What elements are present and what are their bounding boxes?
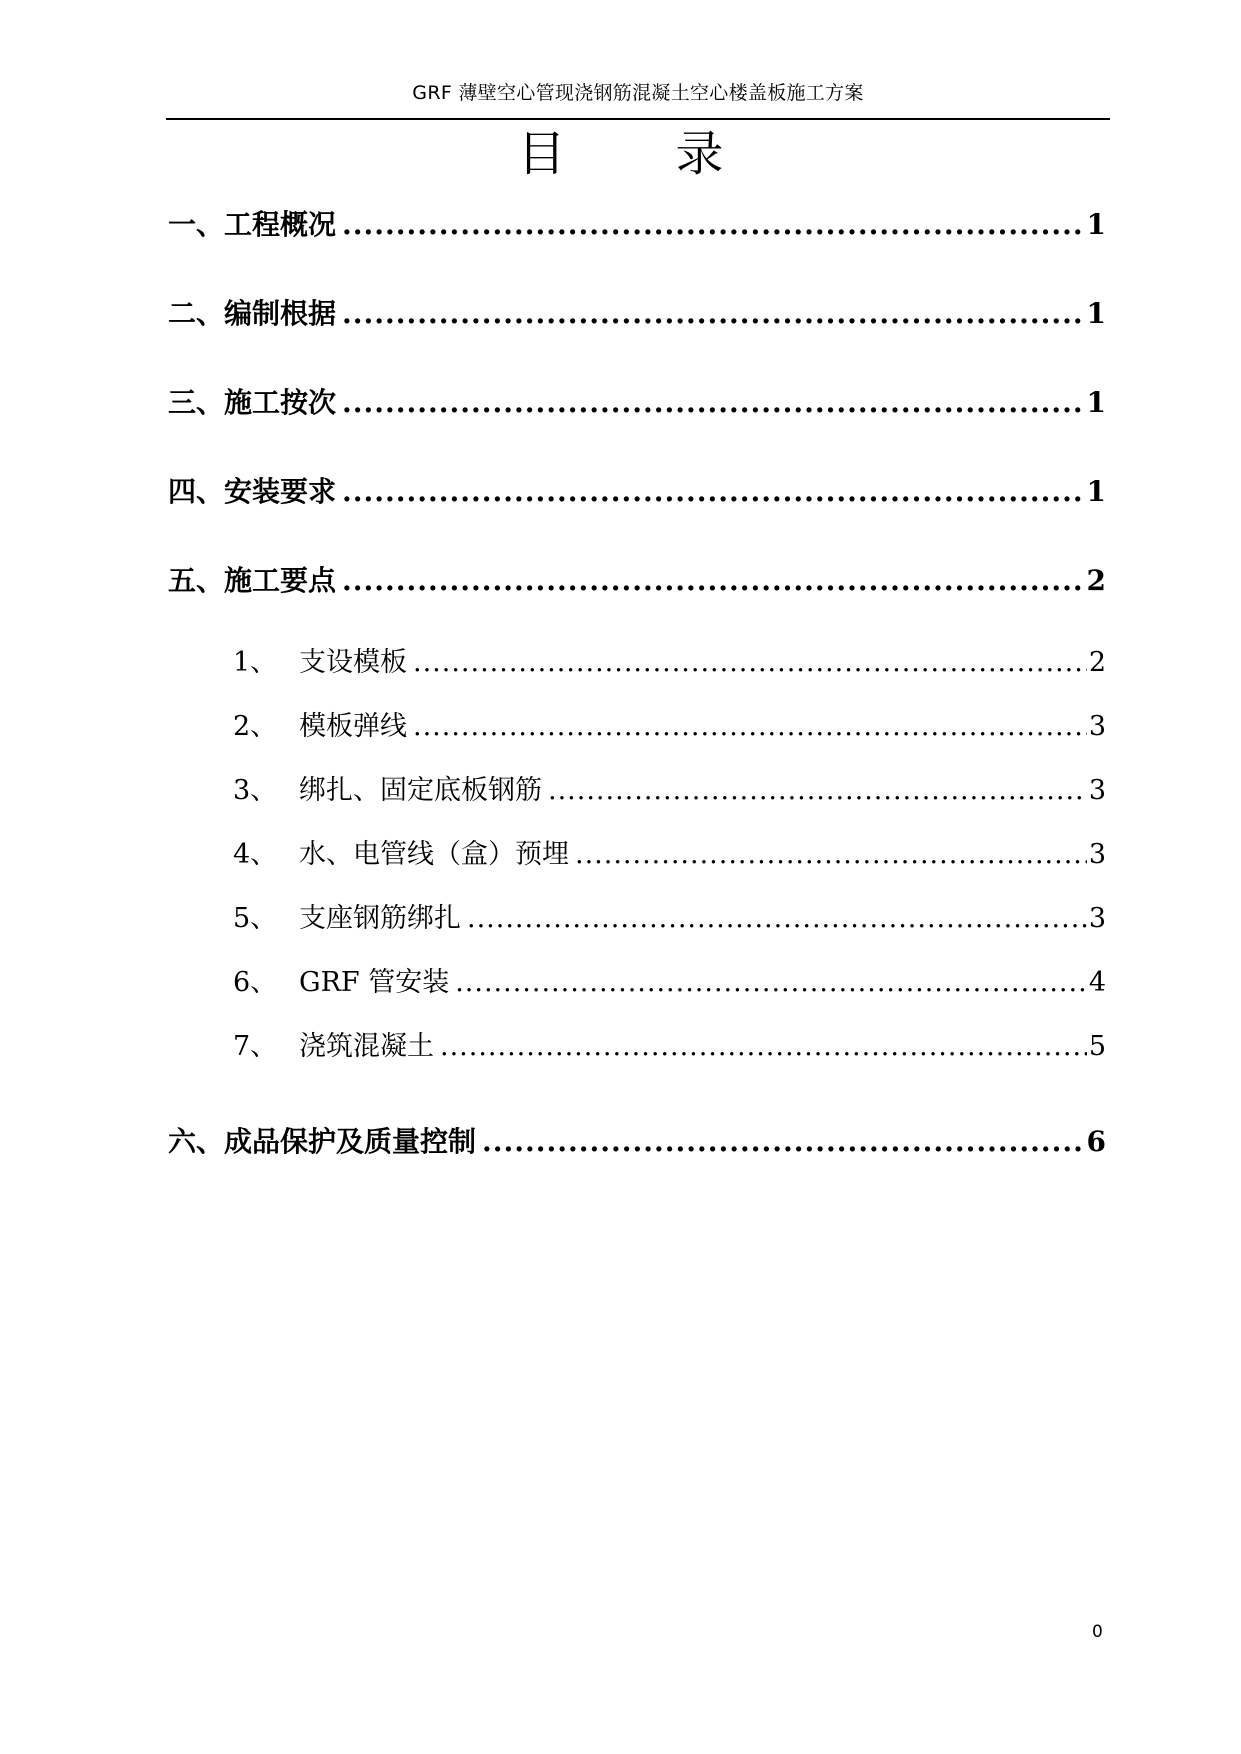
- toc-entry-label: 一、工程概况: [168, 208, 337, 241]
- subentry-number: 5、: [233, 903, 278, 934]
- page-number: 0: [1092, 1622, 1103, 1642]
- dot-leader: [342, 205, 1085, 245]
- title-char-2: 录: [675, 126, 724, 182]
- running-header: GRF 薄壁空心管现浇钢筋混凝土空心楼盖板施工方案: [412, 82, 864, 104]
- toc-entry-label: 二、编制根据: [168, 297, 337, 330]
- toc-entry-label: 五、施工要点: [168, 564, 337, 597]
- subentry-label: 模板弹线: [299, 711, 407, 742]
- dot-leader: [548, 771, 1087, 811]
- toc-subentry-2[interactable]: [233, 707, 1106, 747]
- toc-subentry-5[interactable]: [233, 899, 1106, 939]
- toc-subentry-4[interactable]: [233, 835, 1106, 875]
- dot-leader: [467, 899, 1087, 939]
- dot-leader: [413, 707, 1087, 747]
- subentry-page: 3: [1088, 903, 1106, 934]
- toc-subentry-6[interactable]: [233, 963, 1106, 1003]
- dot-leader: [342, 561, 1085, 601]
- subentry-number: 2、: [233, 711, 278, 742]
- subentry-label: 浇筑混凝土: [299, 1031, 434, 1062]
- toc-entry-label: 四、安装要求: [168, 475, 337, 508]
- subentry-number: 7、: [233, 1031, 278, 1062]
- toc-subentry-1[interactable]: [233, 643, 1106, 683]
- toc-subentry-7[interactable]: [233, 1027, 1106, 1067]
- subentry-page: 4: [1088, 967, 1106, 998]
- toc-subentry-3[interactable]: [233, 771, 1106, 811]
- toc-entry-2[interactable]: [168, 294, 1106, 334]
- toc-entry-1[interactable]: [168, 205, 1106, 245]
- toc-entry-page: 1: [1086, 208, 1106, 241]
- subentry-number: 4、: [233, 839, 278, 870]
- subentry-number: 3、: [233, 775, 278, 806]
- toc-entry-label: 六、成品保护及质量控制: [168, 1125, 477, 1158]
- dot-leader: [482, 1122, 1085, 1162]
- toc-entry-page: 1: [1086, 297, 1106, 330]
- subentry-label: 绑扎、固定底板钢筋: [299, 775, 542, 806]
- dot-leader: [455, 963, 1087, 1003]
- subentry-page: 3: [1088, 775, 1106, 806]
- subentry-number: 1、: [233, 647, 278, 678]
- toc-entry-page: 2: [1086, 564, 1106, 597]
- subentry-page: 2: [1088, 647, 1106, 678]
- subentry-label: 支座钢筋绑扎: [299, 903, 461, 934]
- subentry-label: GRF 管安装: [299, 967, 450, 998]
- subentry-label: 水、电管线（盒）预埋: [299, 839, 569, 870]
- toc-entry-5[interactable]: [168, 561, 1106, 601]
- dot-leader: [342, 472, 1085, 512]
- subentry-page: 5: [1088, 1031, 1106, 1062]
- toc-entry-4[interactable]: [168, 472, 1106, 512]
- toc-entry-page: 1: [1086, 475, 1106, 508]
- subentry-number: 6、: [233, 967, 278, 998]
- toc-entry-page: 6: [1086, 1125, 1106, 1158]
- subentry-page: 3: [1088, 839, 1106, 870]
- toc-entry-label: 三、施工按次: [168, 386, 337, 419]
- dot-leader: [440, 1027, 1087, 1067]
- toc-entry-3[interactable]: [168, 383, 1106, 423]
- subentry-page: 3: [1088, 711, 1106, 742]
- dot-leader: [342, 294, 1085, 334]
- title-char-1: 目: [517, 126, 566, 182]
- dot-leader: [342, 383, 1085, 423]
- subentry-label: 支设模板: [299, 647, 407, 678]
- toc-entry-6[interactable]: [168, 1122, 1106, 1162]
- toc-entry-page: 1: [1086, 386, 1106, 419]
- dot-leader: [413, 643, 1087, 683]
- dot-leader: [575, 835, 1087, 875]
